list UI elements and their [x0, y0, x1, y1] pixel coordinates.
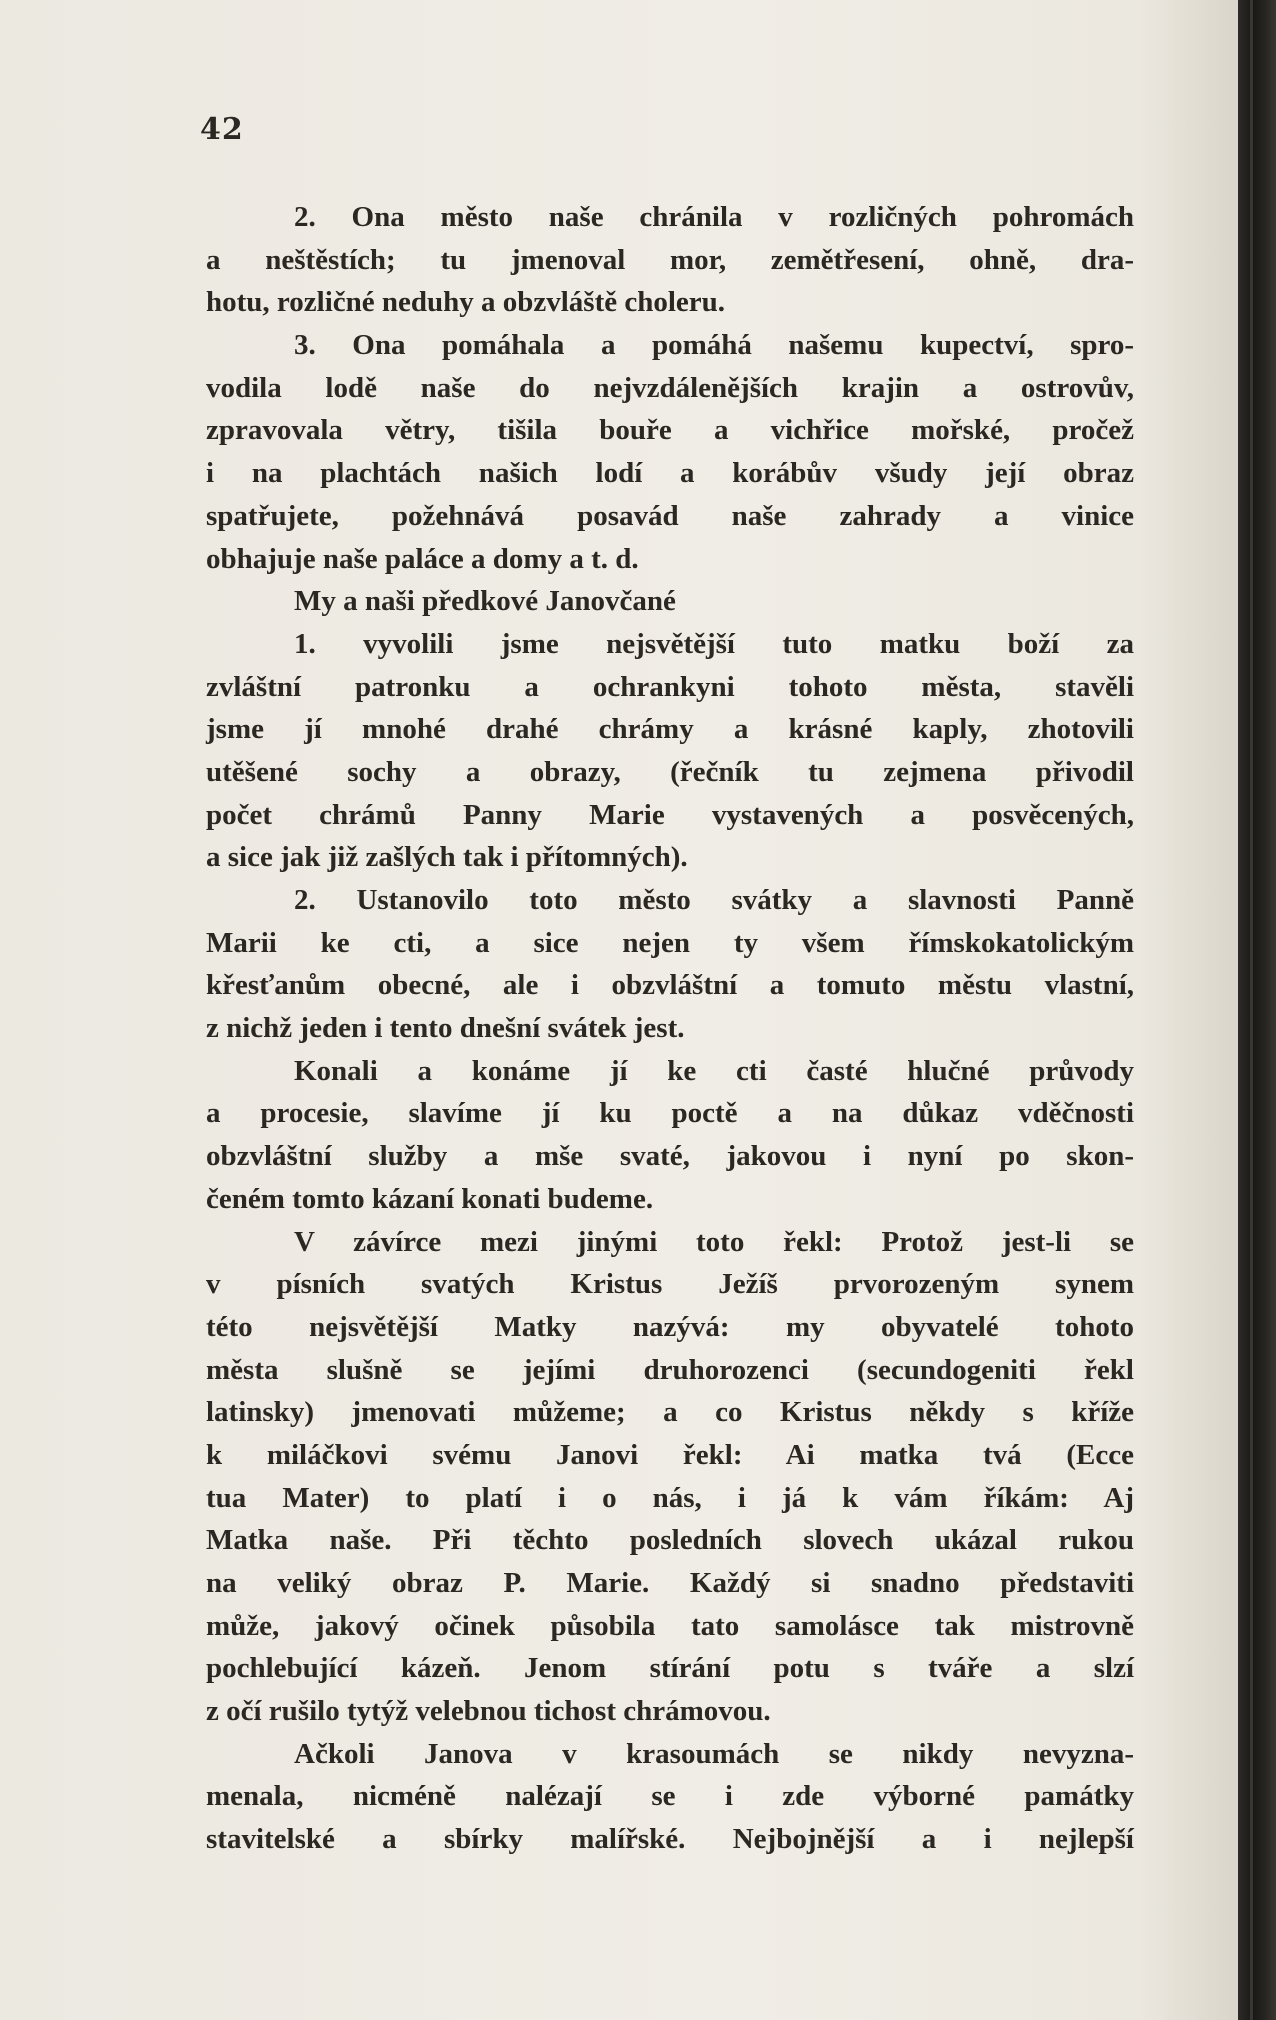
text-line: Ačkoli Janova v krasoumách se nikdy nevyzna-	[294, 1737, 1134, 1770]
text-line: města slušně se jejími druhorozenci (secundogeniti řekl	[206, 1353, 1134, 1386]
text-line: tua Mater) to platí i o nás, i já k vám říkám: Aj	[206, 1481, 1134, 1514]
text-line: počet chrámů Panny Marie vystavených a posvěcených,	[206, 798, 1134, 831]
text-line: vodila lodě naše do nejvzdálenějších krajin a ostrovův,	[206, 371, 1134, 404]
text-line: i na plachtách našich lodí a korábův všudy její obraz	[206, 457, 1134, 490]
text-line: zpravovala větry, tišila bouře a vichřice mořské, pročež	[206, 414, 1134, 447]
text-line: 2. Ustanovilo toto město svátky a slavnosti Panně	[294, 884, 1134, 916]
text-line: v písních svatých Kristus Ježíš prvorozeným synem	[206, 1268, 1134, 1301]
text-line: menala, nicméně nalézají se i zde výborné památky	[206, 1780, 1134, 1813]
body-text	[206, 196, 1134, 1861]
text-line: z nichž jeden i tento dnešní svátek jest.	[206, 1012, 685, 1045]
book-gutter	[1238, 0, 1276, 2020]
text-line: hotu, rozličné neduhy a obzvláště choleru.	[206, 286, 726, 319]
text-line: latinsky) jmenovati můžeme; a co Kristus někdy s kříže	[206, 1396, 1134, 1429]
text-line: z očí rušilo tytýž velebnou tichost chrámovou.	[206, 1695, 771, 1728]
page-number: 42	[200, 112, 244, 147]
text-line: My a naši předkové Janovčané	[294, 585, 676, 618]
text-line: a procesie, slavíme jí ku poctě a na důkaz vděčnosti	[206, 1097, 1134, 1130]
text-line: zvláštní patronku a ochrankyni tohoto města, stavěli	[206, 670, 1134, 703]
text-line: této nejsvětější Matky nazývá: my obyvatelé tohoto	[206, 1310, 1134, 1343]
text-line: a sice jak již zašlých tak i přítomných).	[206, 841, 688, 874]
text-line: čeném tomto kázaní konati budeme.	[206, 1182, 654, 1215]
text-line: k miláčkovi svému Janovi řekl: Ai matka tvá (Ecce	[206, 1438, 1134, 1471]
text-line: obzvláštní služby a mše svaté, jakovou i nyní po skon-	[206, 1140, 1134, 1173]
gutter-edge	[1250, 0, 1253, 2020]
text-line: spatřujete, požehnává posavád naše zahrady a vinice	[206, 499, 1134, 532]
text-line: Matka naše. Při těchto posledních slovech ukázal rukou	[206, 1524, 1134, 1557]
text-line: a neštěstích; tu jmenoval mor, zemětřesení, ohně, dra-	[206, 243, 1134, 276]
text-line: křesťanům obecné, ale i obzvláštní a tomuto městu vlastní,	[206, 969, 1134, 1002]
text-line: utěšené sochy a obrazy, (řečník tu zejmena přivodil	[206, 755, 1134, 788]
text-line: na veliký obraz P. Marie. Každý si snadno představiti	[206, 1567, 1134, 1599]
text-line: obhajuje naše paláce a domy a t. d.	[206, 542, 639, 575]
text-line: V závírce mezi jinými toto řekl: Protož jest-li se	[294, 1225, 1134, 1258]
text-line: Konali a konáme jí ke cti časté hlučné průvody	[294, 1054, 1134, 1087]
text-line: 2. Ona město naše chránila v rozličných pohromách	[294, 201, 1134, 233]
text-line: může, jakový očinek působila tato samolásce tak mistrovně	[206, 1609, 1134, 1642]
text-line: 1. vyvolili jsme nejsvětější tuto matku boží za	[294, 627, 1134, 660]
text-line: jsme jí mnohé drahé chrámy a krásné kaply, zhotovili	[206, 713, 1134, 746]
text-line: stavitelské a sbírky malířské. Nejbojnější a i nejlepší	[206, 1823, 1134, 1856]
text-line: pochlebující kázeň. Jenom stírání potu s tváře a slzí	[206, 1652, 1134, 1685]
text-line: Marii ke cti, a sice nejen ty všem římskokatolickým	[206, 926, 1134, 959]
text-line: 3. Ona pomáhala a pomáhá našemu kupectví, spro-	[294, 329, 1134, 362]
